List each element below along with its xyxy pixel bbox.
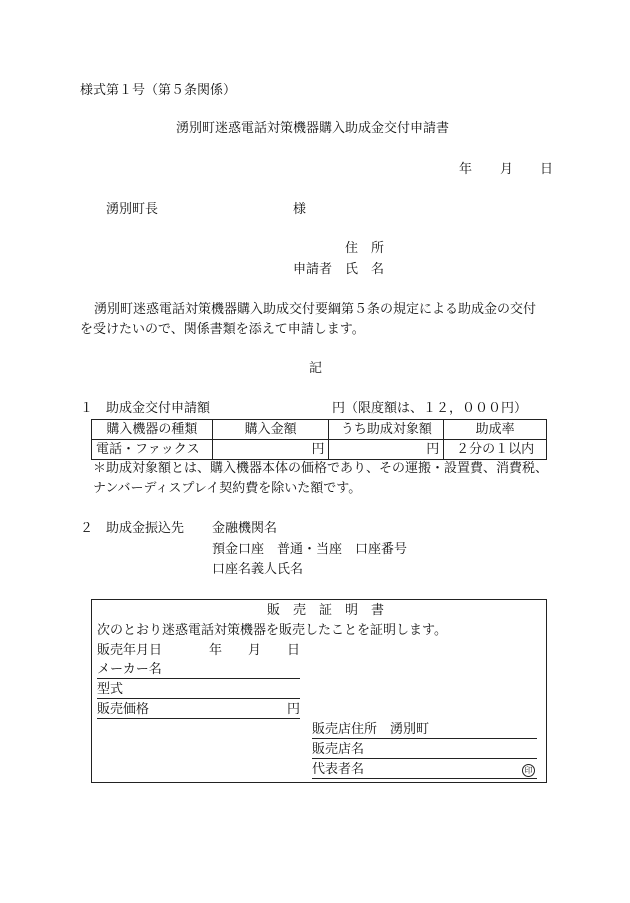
addressee-name: 湧別町長 — [106, 202, 159, 217]
model-field[interactable] — [97, 682, 300, 699]
maker-field[interactable] — [97, 662, 300, 679]
table-header: 助成率 — [444, 420, 547, 440]
account-holder-label: 口座名義人氏名 — [212, 562, 304, 577]
note-line-2: ナンバーディスプレイ契約費を除いた額です。 — [93, 481, 362, 496]
section1-amount: 円（限度額は、１２，０００円） — [332, 401, 528, 416]
table-header: 購入金額 — [212, 420, 329, 440]
price-label: 販売価格 — [97, 702, 150, 717]
body-line-1: 湧別町迷惑電話対策機器購入助成交付要綱第５条の規定による助成金の交付 — [94, 302, 537, 317]
date-year-label: 年 — [459, 162, 473, 177]
price-unit: 円 — [286, 702, 300, 717]
price-field[interactable] — [97, 702, 300, 719]
section2-heading: ２ 助成金振込先 — [80, 521, 185, 536]
representative-label: 代表者名 — [312, 762, 365, 777]
document-title: 湧別町迷惑電話対策機器購入助成金交付申請書 — [176, 121, 450, 136]
body-line-2: を受けたいので、関係書類を添えて申請します。 — [80, 322, 365, 337]
applicant-prefix: 申請者 — [293, 262, 333, 277]
table-row — [92, 440, 547, 460]
applicant-name-label: 氏 名 — [345, 262, 385, 277]
sale-month-label: 月 — [248, 643, 262, 658]
maker-label: メーカー名 — [97, 662, 162, 677]
model-label: 型式 — [97, 682, 124, 697]
certificate-title: 販 売 証 明 書 — [267, 603, 385, 618]
table-cell-rate: ２分の１以内 — [444, 440, 547, 460]
table-header-row — [92, 420, 547, 440]
sale-day-label: 日 — [287, 643, 301, 658]
certificate-statement: 次のとおり迷惑電話対策機器を販売したことを証明します。 — [97, 623, 447, 638]
sale-date-label: 販売年月日 — [97, 643, 163, 658]
shop-name-label: 販売店名 — [312, 742, 365, 757]
sales-certificate-box — [91, 599, 547, 783]
section1-heading: １ 助成金交付申請額 — [80, 401, 211, 416]
addressee-honorific: 様 — [293, 202, 307, 217]
date-month-label: 月 — [500, 162, 514, 177]
shop-address-label: 販売店住所 湧別町 — [312, 722, 430, 737]
ki-label: 記 — [309, 361, 323, 376]
table-header: 購入機器の種類 — [92, 420, 213, 440]
sale-year-label: 年 — [209, 643, 223, 658]
bank-name-label: 金融機関名 — [212, 521, 278, 536]
representative-field[interactable] — [312, 762, 537, 779]
applicant-address-label: 住 所 — [345, 241, 385, 256]
date-day-label: 日 — [540, 162, 554, 177]
account-label: 預金口座 普通・当座 口座番号 — [212, 542, 408, 557]
shop-address-field[interactable] — [312, 722, 537, 739]
table-cell-purchase-amount[interactable]: 円 — [212, 440, 329, 460]
table-cell-eligible-amount[interactable]: 円 — [329, 440, 444, 460]
table-cell-device-type: 電話・ファックス — [92, 440, 213, 460]
table-header: うち助成対象額 — [329, 420, 444, 440]
shop-name-field[interactable] — [312, 742, 537, 759]
note-line-1: ＊助成対象額とは、購入機器本体の価格であり、その運搬・設置費、消費税、 — [93, 461, 549, 476]
seal-icon: 印 — [522, 764, 535, 777]
application-table — [91, 419, 547, 460]
form-number: 様式第１号（第５条関係） — [80, 83, 237, 98]
